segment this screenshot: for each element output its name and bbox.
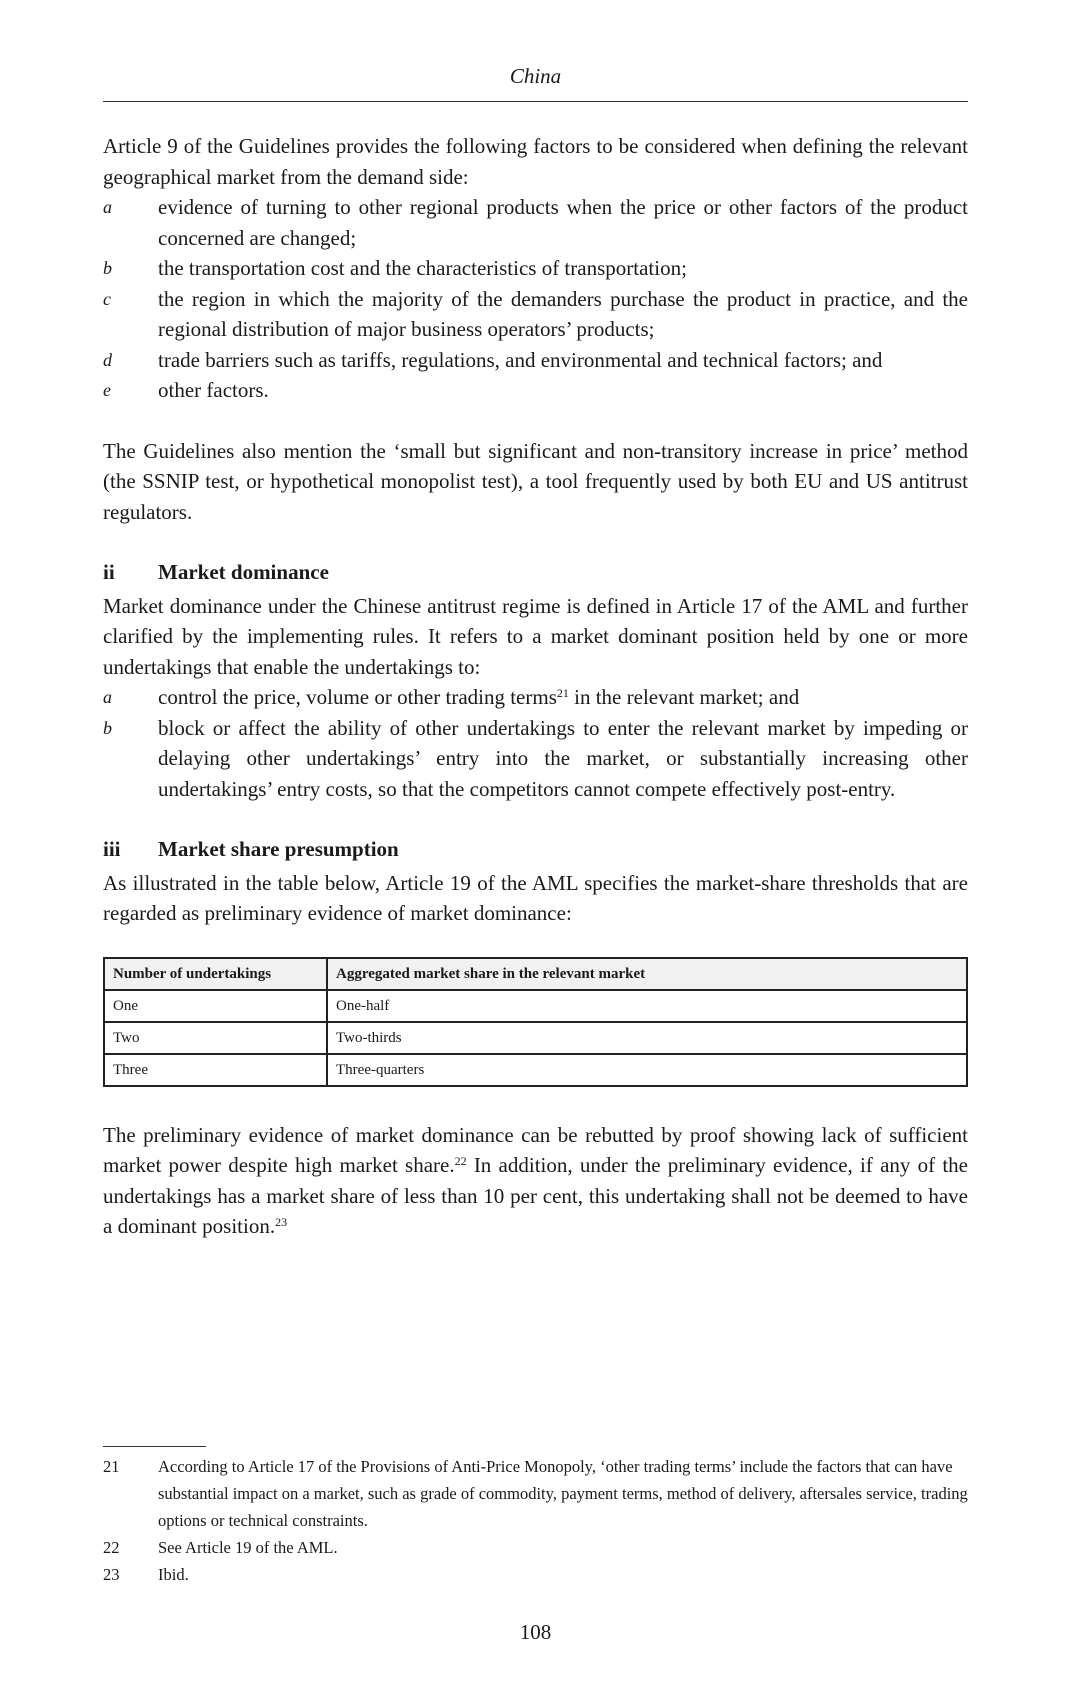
market-share-paragraph: As illustrated in the table below, Article 19 of the AML specifies the market-share thresholds that are regarded as preliminary evidence of market dominance: — [103, 870, 968, 925]
footnote-rule — [103, 1446, 206, 1447]
list-item — [103, 345, 968, 376]
section-number: ii — [103, 560, 115, 584]
list-item-text: the region in which the majority of the demanders purchase the product in practice, and the regional distribution of major business operators’ products; — [158, 286, 968, 341]
footnote — [103, 1561, 968, 1588]
running-head: China — [509, 64, 562, 88]
list-item-text: control the price, volume or other trading terms — [158, 685, 557, 709]
page-number: 108 — [519, 1620, 552, 1644]
list-item — [103, 253, 968, 284]
footnote — [103, 1453, 968, 1534]
footnote-ref: 22 — [454, 1154, 467, 1168]
list-item-text: block or affect the ability of other undertakings to enter the relevant market by impeding or delaying other undertakings’ entry into the market, or substantially increasing other undertakings’ entry costs, so that the competitors cannot compete effectively post-entry. — [158, 715, 968, 801]
header-rule — [103, 101, 968, 102]
closing-text: In addition, under the preliminary evidence, if any of the undertakings has a market share of less than 10 per cent, this undertaking shall not be deemed to have a dominant position. — [103, 1153, 969, 1238]
list-marker: d — [103, 349, 112, 370]
market-share-table — [103, 957, 968, 1087]
ssnip-paragraph: The Guidelines also mention the ‘small but significant and non-transitory increase in price’ method (the SSNIP test, or hypothetical monopolist test), a tool frequently used by both EU and US antitrust regulators. — [103, 438, 968, 524]
footnote — [103, 1534, 968, 1561]
footnote-number: 23 — [103, 1565, 120, 1584]
section-title: Market share presumption — [158, 837, 399, 861]
column-header: Aggregated market share in the relevant market — [327, 958, 967, 990]
market-dominance-paragraph: Market dominance under the Chinese antitrust regime is defined in Article 17 of the AML and further clarified by the implementing rules. It refers to a market dominant position held by one or more undertakings that enable the undertakings to: — [103, 593, 968, 679]
table-header-row — [104, 958, 967, 990]
table-cell: Two-thirds — [327, 1022, 967, 1054]
closing-paragraph — [103, 1120, 968, 1242]
list-item — [103, 713, 968, 805]
closing-text: The preliminary evidence of market dominance can be rebutted by proof showing lack of sufficient market power despite high market share. — [103, 1122, 968, 1177]
footnote-ref: 23 — [275, 1215, 288, 1229]
table-cell: Three — [104, 1054, 327, 1086]
footnote-number: 22 — [103, 1538, 120, 1557]
table-row — [104, 1022, 967, 1054]
intro-paragraph: Article 9 of the Guidelines provides the following factors to be considered when defining the relevant geographical market from the demand side: — [103, 134, 968, 189]
footnote-text: See Article 19 of the AML. — [158, 1538, 338, 1557]
list-item — [103, 192, 968, 253]
section-title: Market dominance — [158, 560, 329, 584]
footnote-number: 21 — [103, 1457, 120, 1476]
page — [103, 0, 968, 1687]
section-number: iii — [103, 837, 121, 861]
body-text — [103, 131, 968, 1242]
table-row — [104, 990, 967, 1022]
list-item-text: evidence of turning to other regional products when the price or other factors of the product concerned are changed; — [158, 195, 968, 250]
list-item — [103, 284, 968, 345]
list-item-text: other factors. — [158, 378, 269, 402]
dominance-list — [103, 682, 968, 804]
list-marker: b — [103, 258, 112, 278]
section-heading-iii — [103, 834, 968, 865]
demand-factors-list — [103, 192, 968, 406]
table-row — [104, 1054, 967, 1086]
list-marker: a — [103, 687, 112, 707]
table-cell: Three-quarters — [327, 1054, 967, 1086]
spacer — [103, 406, 968, 436]
list-item — [103, 682, 968, 713]
list-marker: e — [103, 380, 111, 400]
footnote-text: According to Article 17 of the Provisions of Anti-Price Monopoly, ‘other trading terms’ include the factors that can have substantial impact on a market, such as grade of commodity, payment terms, method of delivery, aftersales service, trading options or technical constraints. — [158, 1457, 968, 1530]
table-cell: One — [104, 990, 327, 1022]
table-cell: One-half — [327, 990, 967, 1022]
table-cell: Two — [104, 1022, 327, 1054]
footnotes — [103, 1453, 968, 1588]
list-item-text: trade barriers such as tariffs, regulations, and environmental and technical factors; and — [158, 347, 883, 372]
list-item-text: the transportation cost and the characteristics of transportation; — [158, 256, 687, 280]
list-item-text: in the relevant market; and — [568, 685, 800, 709]
list-item — [103, 375, 968, 406]
footnote-text: Ibid. — [158, 1565, 189, 1584]
column-header: Number of undertakings — [104, 958, 327, 990]
section-heading-ii — [103, 557, 968, 588]
list-marker: b — [103, 717, 112, 738]
list-marker: c — [103, 288, 111, 309]
footnote-ref: 21 — [556, 686, 569, 700]
list-marker: a — [103, 197, 112, 217]
